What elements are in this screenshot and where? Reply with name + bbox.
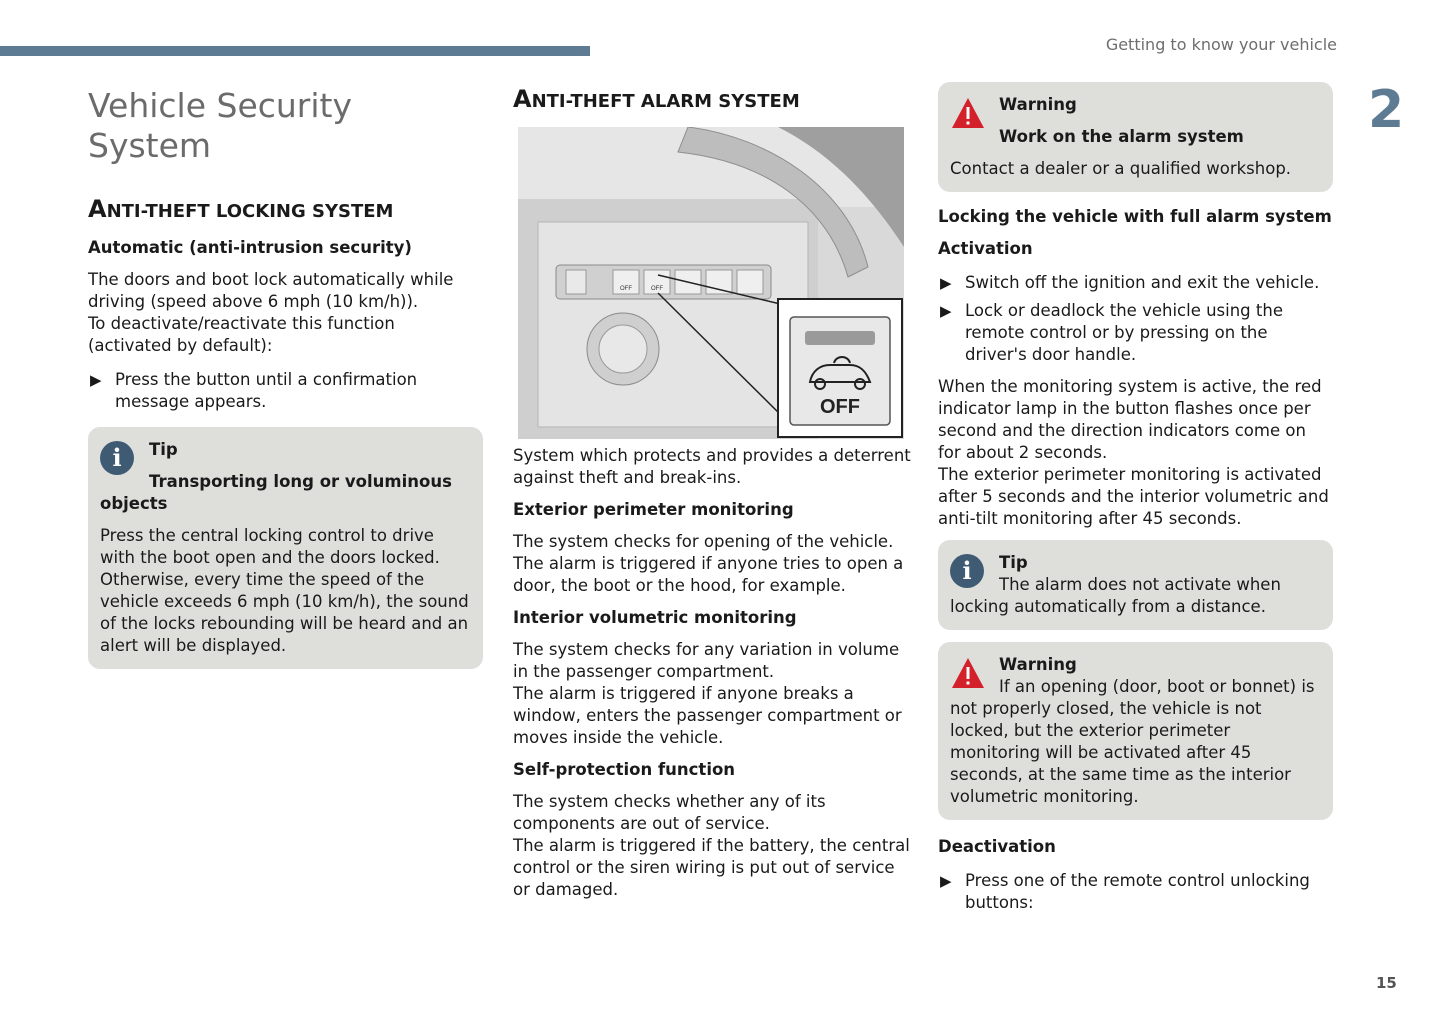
warning-body: Contact a dealer or a qualified workshop. xyxy=(950,159,1292,178)
subheading-locking: Locking the vehicle with full alarm system xyxy=(938,207,1332,226)
info-icon: i xyxy=(100,441,136,477)
tip-box xyxy=(88,427,483,669)
subheading-self-protection: Self-protection function xyxy=(513,760,736,779)
paragraph-text: The system checks whether any of its components are out of service. xyxy=(513,792,826,833)
column-middle xyxy=(513,84,911,911)
warning-box xyxy=(938,642,1333,820)
dashboard-illustration xyxy=(518,127,904,439)
bullet-item xyxy=(938,300,1333,366)
warning-title: Work on the alarm system xyxy=(999,127,1244,146)
tip-title: Transporting long or voluminous objects xyxy=(100,472,452,513)
paragraph-text: The system checks for any variation in volume in the passenger compartment. xyxy=(513,640,900,681)
tip-body: The alarm does not activate when locking automatically from a distance. xyxy=(950,575,1281,616)
paragraph-text: The alarm is triggered if anyone breaks a window, enters the passenger compartment or moves inside the vehicle. xyxy=(513,684,902,747)
tip-label: Tip xyxy=(999,553,1028,572)
small-off-label: OFF xyxy=(620,286,632,292)
paragraph-text: To deactivate/reactivate this function (activated by default): xyxy=(88,314,395,355)
arrow-right-icon: ▶ xyxy=(90,371,102,389)
bullet-text: Switch off the ignition and exit the vehicle. xyxy=(965,273,1320,292)
tip-box xyxy=(938,540,1333,630)
paragraph xyxy=(513,531,911,597)
info-icon: i xyxy=(950,554,986,590)
tip-body: Press the central locking control to drive with the boot open and the doors locked. Otherwise, every time the speed of the vehicle exceeds 6 mph (10 km/h), the sound of the locks rebounding will be heard and an alert will be displayed. xyxy=(100,526,469,655)
paragraph-text: The alarm is triggered if anyone tries to open a door, the boot or the hood, for example. xyxy=(513,554,904,595)
subheading-interior: Interior volumetric monitoring xyxy=(513,608,797,627)
tip-label: Tip xyxy=(149,440,178,459)
bullet-item xyxy=(938,272,1333,294)
arrow-right-icon: ▶ xyxy=(940,302,952,320)
page-number: 15 xyxy=(1376,974,1397,992)
bullet-item xyxy=(88,369,483,413)
paragraph xyxy=(513,639,911,749)
heading-rest: NTI-THEFT ALARM SYSTEM xyxy=(531,91,800,112)
subheading-exterior: Exterior perimeter monitoring xyxy=(513,500,794,519)
section-title: Getting to know your vehicle xyxy=(1105,35,1337,54)
paragraph-intro: System which protects and provides a deterrent against theft and break-ins. xyxy=(513,446,911,487)
arrow-right-icon: ▶ xyxy=(940,872,952,890)
subheading-automatic: Automatic (anti-intrusion security) xyxy=(88,238,412,257)
paragraph xyxy=(938,376,1333,530)
warning-box xyxy=(938,82,1333,192)
warning-triangle-icon xyxy=(950,656,986,692)
heading-initial: A xyxy=(513,85,532,113)
small-off-label: OFF xyxy=(651,286,663,292)
page-title: Vehicle Security System xyxy=(88,86,353,165)
paragraph-text: The doors and boot lock automatically while driving (speed above 6 mph (10 km/h)). xyxy=(88,270,454,311)
warning-triangle-icon xyxy=(950,96,986,132)
warning-body: If an opening (door, boot or bonnet) is not properly closed, the vehicle is not locked, but the exterior perimeter monitoring will be activated after 45 seconds, at the same time as the interior volumetric monitoring. xyxy=(950,677,1315,806)
section-heading-alarm xyxy=(513,84,911,117)
bullet-item xyxy=(938,870,1333,914)
off-label: OFF xyxy=(820,396,860,418)
section-heading-locking xyxy=(88,194,483,227)
column-right xyxy=(938,82,1333,920)
paragraph-text: When the monitoring system is active, the red indicator lamp in the button flashes once per second and the direction indicators come on for about 2 seconds. xyxy=(938,377,1322,462)
paragraph xyxy=(513,791,911,901)
header-accent-bar xyxy=(0,46,590,56)
subheading-activation: Activation xyxy=(938,239,1033,258)
subheading-deactivation: Deactivation xyxy=(938,837,1056,856)
column-left xyxy=(88,82,483,681)
paragraph xyxy=(88,269,483,357)
bullet-text: Press one of the remote control unlocking buttons: xyxy=(965,871,1310,912)
warning-label: Warning xyxy=(999,655,1077,674)
bullet-text: Lock or deadlock the vehicle using the remote control or by pressing on the driver's door handle. xyxy=(965,301,1283,364)
heading-rest: NTI-THEFT LOCKING SYSTEM xyxy=(106,201,394,222)
heading-initial: A xyxy=(88,195,107,223)
arrow-right-icon: ▶ xyxy=(940,274,952,292)
paragraph-text: The exterior perimeter monitoring is activated after 5 seconds and the interior volumetric and anti-tilt monitoring after 45 seconds. xyxy=(938,465,1329,528)
chapter-number: 2 xyxy=(1368,80,1405,140)
paragraph-text: The alarm is triggered if the battery, the central control or the siren wiring is put out of service or damaged. xyxy=(513,836,910,899)
bullet-text: Press the button until a confirmation message appears. xyxy=(115,370,418,411)
warning-label: Warning xyxy=(999,95,1077,114)
paragraph-text: The system checks for opening of the vehicle. xyxy=(513,532,894,551)
